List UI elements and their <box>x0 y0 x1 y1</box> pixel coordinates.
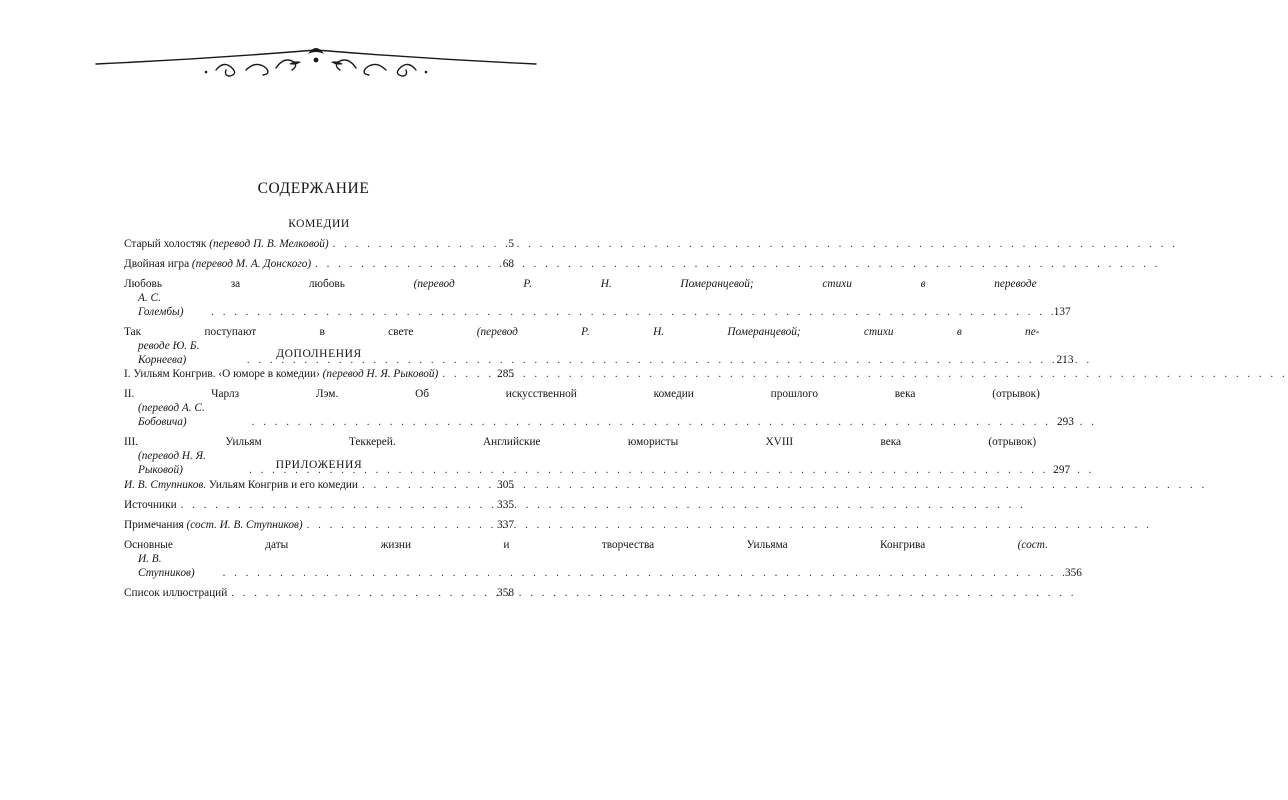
page-number: 137 <box>1053 306 1071 318</box>
page-number: 285 <box>497 368 514 380</box>
entry-title: Любовь за любовь <box>124 278 414 290</box>
page-number: 297 <box>1053 464 1071 476</box>
entry-author: И. В. Ступников. <box>124 479 207 491</box>
toc-entry[interactable] <box>124 498 514 512</box>
section-title: ДОПОЛНЕНИЯ <box>276 348 362 360</box>
entry-credit: (перевод Р. Н. Померанцевой; стихи в пе- <box>476 326 1040 338</box>
entry-credit-cont: (перевод Н. Я. Рыковой) <box>138 450 206 476</box>
entry-title: Старый холостяк <box>124 238 210 250</box>
entry-title: Основные даты жизни и творчества Уильяма Конгрива <box>124 539 1018 551</box>
toc-entry[interactable] <box>124 478 514 492</box>
dot-leader <box>252 415 1036 429</box>
dot-leader <box>307 518 476 532</box>
page-title: СОДЕРЖАНИЕ <box>257 180 370 197</box>
dot-leader <box>442 367 476 381</box>
entry-title: II. Чарлз Лэм. Об искусственной комедии прошлого века (отрывок) <box>124 388 1040 400</box>
entry-credit: (сост. <box>1017 539 1048 551</box>
toc-entry[interactable] <box>124 387 1074 429</box>
entry-title: Источники <box>124 499 177 511</box>
dot-leader <box>315 257 476 271</box>
page-number: 335 <box>497 499 514 511</box>
page-number: 213 <box>1056 354 1074 366</box>
section-title: КОМЕДИИ <box>288 218 350 230</box>
entry-title: Двойная игра <box>124 258 192 270</box>
entry-credit: (сост. И. В. Ступников) <box>186 519 303 531</box>
dot-leader <box>223 566 1044 580</box>
entry-credit-cont: И. В. Ступников) <box>138 553 195 579</box>
entry-title: Так поступают в свете <box>124 326 477 338</box>
dot-leader <box>362 478 476 492</box>
entry-credit: (перевод Р. Н. Померанцевой; стихи в переводе <box>413 278 1037 290</box>
entry-title: Уильям Конгрив и его комедии <box>206 479 358 491</box>
entry-credit-cont: А. С. Голембы) <box>138 292 184 318</box>
page-number: 305 <box>497 479 514 491</box>
toc-entry[interactable] <box>124 586 514 600</box>
dot-leader <box>333 237 476 251</box>
entry-title: III. Уильям Теккерей. Английские юмористы XVIII века (отрывок) <box>124 436 1037 448</box>
dot-leader <box>181 498 476 512</box>
entry-credit-cont: (перевод А. С. Бобовича) <box>138 402 205 428</box>
entry-credit: (перевод Н. Я. Рыковой) <box>322 368 439 380</box>
page-number: 293 <box>1056 416 1074 428</box>
toc-entry[interactable] <box>124 538 1082 580</box>
entry-credit-cont: реводе Ю. Б. Корнеева) <box>138 340 200 366</box>
entry-credit: (перевод П. В. Мелковой) <box>209 238 329 250</box>
toc-entry[interactable] <box>124 237 514 251</box>
page-number: 356 <box>1064 567 1082 579</box>
page-number: 337 <box>497 519 514 531</box>
toc-entry[interactable] <box>124 367 514 381</box>
entry-credit: (перевод М. А. Донского) <box>191 258 312 270</box>
toc-entry[interactable] <box>124 277 1071 319</box>
page-number: 358 <box>497 587 514 599</box>
entry-title: Список иллюстраций <box>124 587 228 599</box>
entry-title: Примечания <box>124 519 187 531</box>
toc-entry[interactable] <box>124 257 514 271</box>
dot-leader <box>211 305 1033 319</box>
entry-title: I. Уильям Конгрив. ‹О юморе в комедии› <box>124 368 323 380</box>
section-title: ПРИЛОЖЕНИЯ <box>275 459 363 471</box>
decorative-header-ornament <box>96 40 536 80</box>
page-number: 5 <box>508 238 514 250</box>
dot-leader <box>231 586 476 600</box>
page-number: 68 <box>502 258 514 270</box>
toc-entry[interactable] <box>124 518 514 532</box>
